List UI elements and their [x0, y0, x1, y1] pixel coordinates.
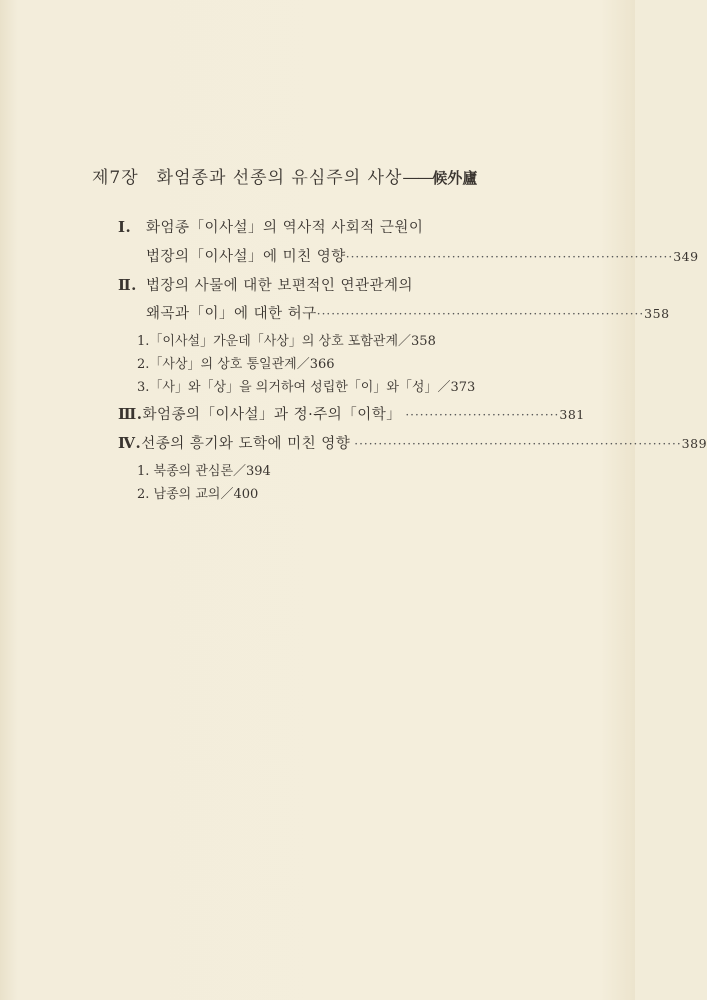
section-numeral: Ⅱ.	[118, 276, 137, 294]
toc-section-1-entry	[146, 245, 699, 266]
section-title-line2: 왜곡과「이」에 대한 허구	[146, 306, 317, 322]
section-title-line1: 법장의 사물에 대한 보편적인 연관관계의	[146, 278, 414, 294]
toc-section-4	[118, 432, 707, 453]
toc-section-2-entry	[146, 302, 670, 323]
page-number: 358	[644, 306, 670, 321]
leader-dots: ································	[405, 408, 560, 422]
section-title-line1: 화엄종「이사설」의 역사적 사회적 근원이	[146, 220, 424, 236]
toc-subsection: 1.「이사설」가운데「사상」의 상호 포함관계／358	[137, 334, 436, 349]
section-title-line1: 화엄종의「이사설」과 정·주의「이학」	[142, 407, 402, 423]
toc-subsection: 1. 북종의 관심론／394	[137, 464, 271, 479]
chapter-title: 화엄종과 선종의 유심주의 사상	[156, 168, 403, 188]
toc-subsection: 2. 남종의 교의／400	[137, 487, 259, 502]
page-number: 349	[673, 249, 699, 264]
leader-dots: ····································································	[354, 437, 682, 451]
chapter-number: 제7장	[92, 168, 139, 188]
page-number: 381	[559, 407, 585, 422]
section-numeral: Ⅲ.	[118, 405, 143, 423]
chapter-dash: ——	[402, 168, 433, 188]
section-numeral: Ⅰ.	[118, 218, 132, 236]
toc-subsection: 2.「사상」의 상호 통일관계／366	[137, 357, 335, 372]
toc-section-1	[118, 216, 423, 237]
page-number: 389	[681, 436, 707, 451]
toc-section-3	[118, 403, 585, 424]
section-title-line2: 법장의「이사설」에 미친 영향	[146, 249, 346, 265]
leader-dots: ····································································	[345, 250, 674, 264]
section-title-line1: 선종의 흥기와 도학에 미친 영향	[141, 436, 351, 452]
section-numeral: Ⅳ.	[118, 434, 142, 452]
chapter-author: 候外廬	[432, 169, 478, 187]
toc-subsection: 3.「사」와「상」을 의거하여 성립한「이」와「성」／373	[137, 380, 476, 395]
chapter-heading	[92, 163, 477, 188]
toc-section-2	[118, 274, 413, 295]
leader-dots: ····································································	[316, 307, 645, 321]
